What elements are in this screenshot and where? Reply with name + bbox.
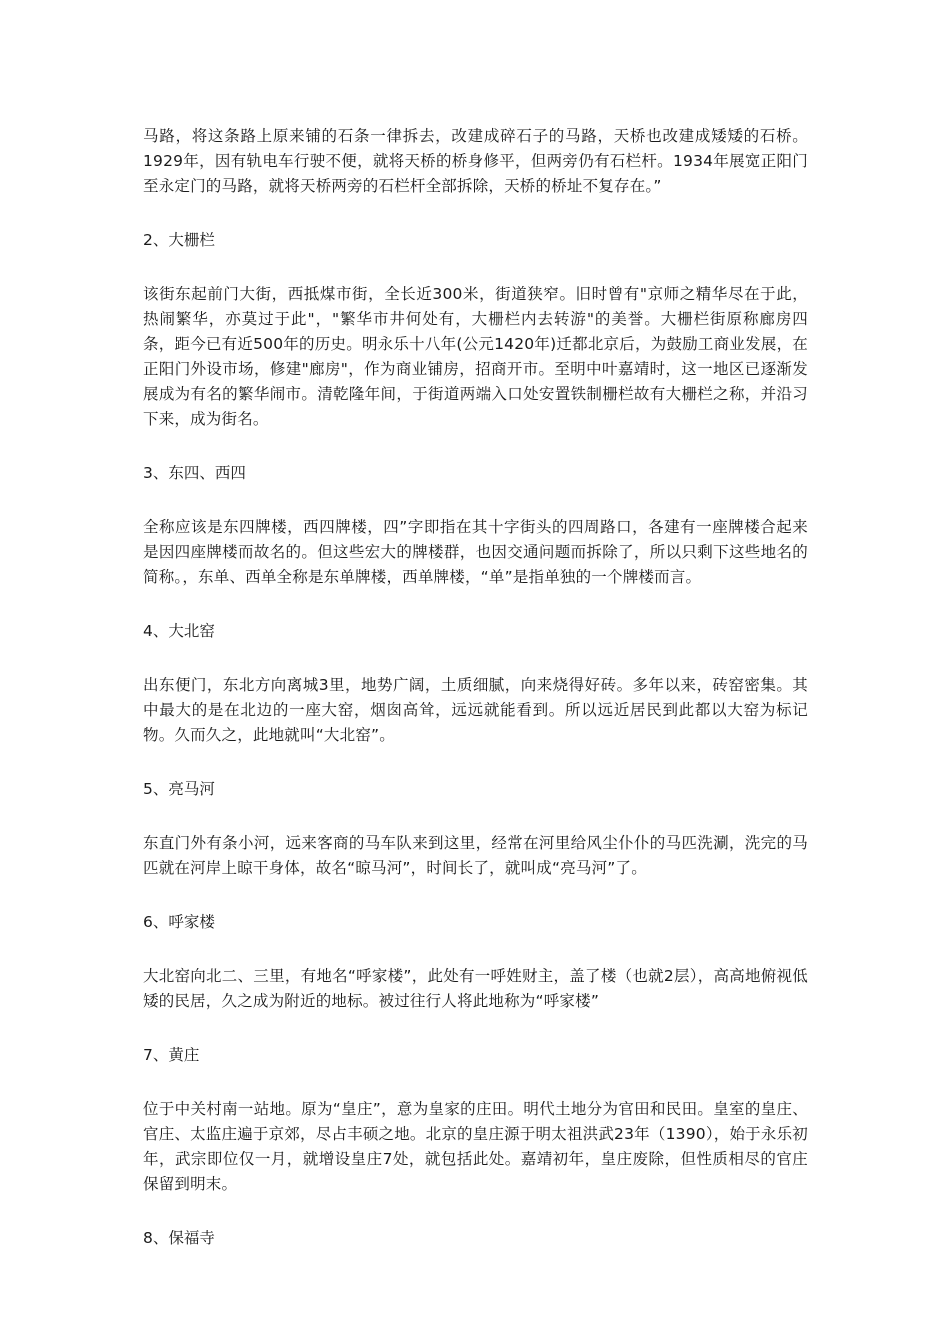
paragraph-tianqiao-continued: 马路，将这条路上原来铺的石条一律拆去，改建成碎石子的马路，天桥也改建成矮矮的石桥。1929年，因有轨电车行驶不便，就将天桥的桥身修平，但两旁仍有石栏杆。1934年展宽正阳门至永定门的马路，就将天桥两旁的石栏杆全部拆除，天桥的桥址不复存在。” (143, 127, 808, 195)
heading-huangzhuang: 7、黄庄 (143, 1046, 200, 1064)
paragraph-dashilan: 该街东起前门大街，西抵煤市街，全长近300米，街道狭窄。旧时曾有"京师之精华尽在于此，热闹繁华，亦莫过于此"，"繁华市井何处有，大栅栏内去转游"的美誉。大栅栏街原称廊房四条，距今已有近500年的历史。明永乐十八年(公元1420年)迁都北京后，为鼓励工商业发展，在正阳门外设市场，修建"廊房"，作为商业铺房，招商开市。至明中叶嘉靖时，这一地区已逐渐发展成为有名的繁华闹市。清乾隆年间，于街道两端入口处安置铁制栅栏故有大栅栏之称，并沿习下来，成为街名。 (143, 285, 808, 428)
heading-baofusi: 8、保福寺 (143, 1229, 215, 1247)
heading-dabeiyao: 4、大北窑 (143, 622, 215, 640)
paragraph-liangmahe: 东直门外有条小河，远来客商的马车队来到这里，经常在河里给风尘仆仆的马匹洗涮，洗完的马匹就在河岸上晾干身体，故名“晾马河”，时间长了，就叫成“亮马河”了。 (143, 834, 808, 877)
heading-liangmahe: 5、亮马河 (143, 780, 215, 798)
paragraph-hujialou: 大北窑向北二、三里，有地名“呼家楼”，此处有一呼姓财主，盖了楼（也就2层），高高地俯视低矮的民居，久之成为附近的地标。被过往行人将此地称为“呼家楼” (143, 967, 808, 1010)
paragraph-huangzhuang: 位于中关村南一站地。原为“皇庄”，意为皇家的庄田。明代土地分为官田和民田。皇室的皇庄、官庄、太监庄遍于京郊，尽占丰硕之地。北京的皇庄源于明太祖洪武23年（1390），始于永乐初年，武宗即位仅一月，就增设皇庄7处，就包括此处。嘉靖初年，皇庄废除，但性质相尽的官庄保留到明末。 (143, 1100, 808, 1193)
document-body (143, 124, 808, 1251)
heading-hujialou: 6、呼家楼 (143, 913, 215, 931)
heading-dashilan: 2、大栅栏 (143, 231, 215, 249)
heading-dongsi-xisi: 3、东四、西四 (143, 464, 246, 482)
paragraph-dongsi-xisi: 全称应该是东四牌楼，西四牌楼，四”字即指在其十字街头的四周路口，各建有一座牌楼合起来是因四座牌楼而故名的。但这些宏大的牌楼群，也因交通问题而拆除了，所以只剩下这些地名的简称。，东单、西单全称是东单牌楼，西单牌楼，“单”是指单独的一个牌楼而言。 (143, 518, 808, 586)
paragraph-dabeiyao: 出东便门，东北方向离城3里，地势广阔，土质细腻，向来烧得好砖。多年以来，砖窑密集。其中最大的是在北边的一座大窑，烟囱高耸，远远就能看到。所以远近居民到此都以大窑为标记物。久而久之，此地就叫“大北窑”。 (143, 676, 808, 744)
